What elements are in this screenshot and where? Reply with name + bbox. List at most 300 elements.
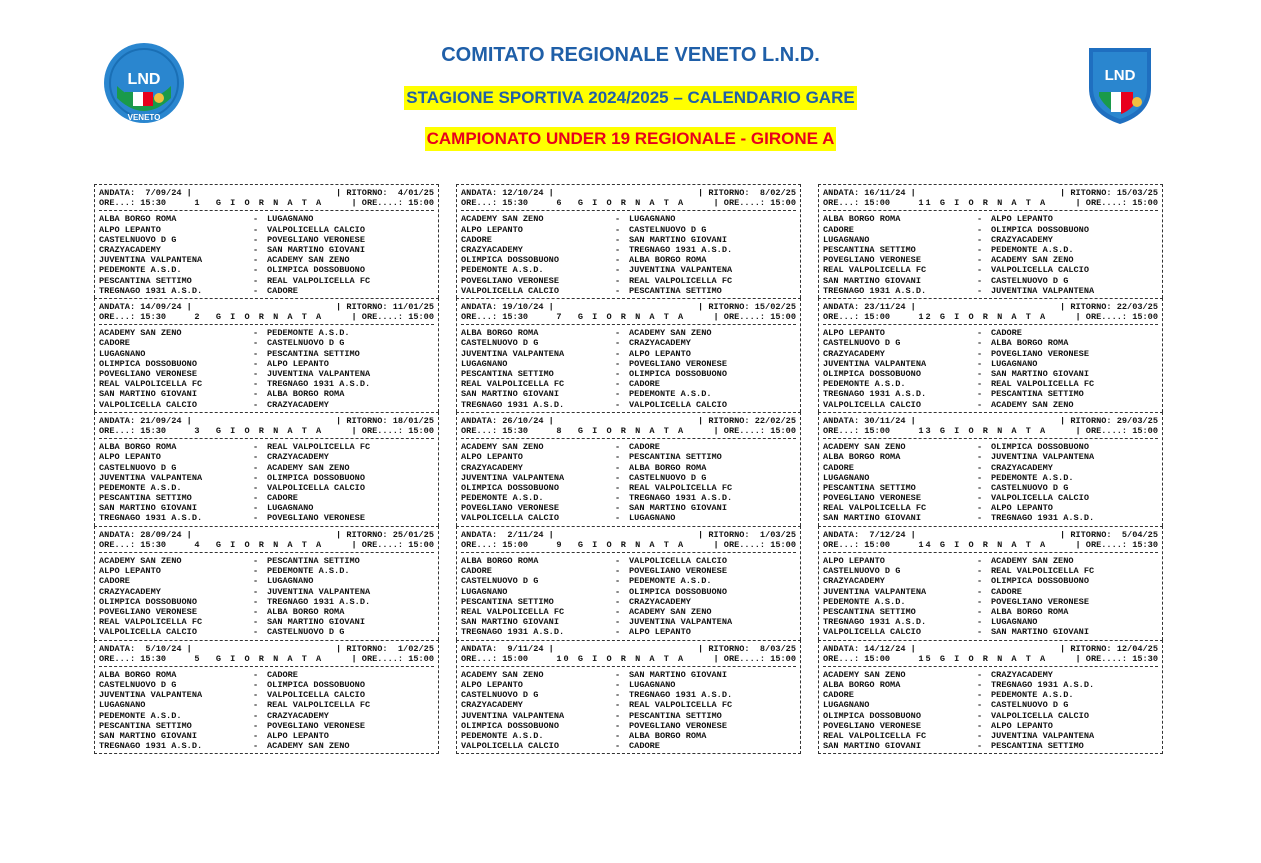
match-row	[99, 690, 434, 700]
matchday-block	[818, 526, 1163, 640]
match-row	[823, 503, 1158, 513]
match-row	[461, 493, 796, 503]
home-team: POVEGLIANO VERONESE	[461, 503, 559, 514]
match-row	[823, 711, 1158, 721]
home-team: ACADEMY SAN ZENO	[461, 669, 544, 680]
matchday-header	[99, 641, 434, 667]
match-row	[461, 328, 796, 338]
matchday-number: 6 G I O R N A T A	[556, 198, 686, 209]
match-list	[823, 553, 1158, 640]
away-team: REAL VALPOLICELLA FC	[629, 700, 733, 711]
match-separator: -	[253, 265, 259, 276]
match-row	[99, 587, 434, 597]
away-team: SAN MARTINO GIOVANI	[267, 244, 365, 255]
andata-date: ANDATA: 30/11/24 |	[823, 415, 916, 426]
match-row	[823, 349, 1158, 359]
match-row	[823, 493, 1158, 503]
match-separator: -	[977, 720, 983, 731]
match-row	[823, 700, 1158, 710]
match-row	[823, 235, 1158, 245]
match-row	[99, 389, 434, 399]
match-separator: -	[615, 328, 621, 339]
matchday-number: 1 G I O R N A T A	[194, 198, 324, 209]
match-separator: -	[615, 285, 621, 296]
home-team: ALBA BORGO ROMA	[99, 669, 177, 680]
away-team: PESCANTINA SETTIMO	[267, 556, 360, 566]
match-separator: -	[253, 627, 259, 638]
match-separator: -	[977, 596, 983, 607]
matchday-block	[456, 412, 801, 526]
match-row	[99, 369, 434, 379]
match-row	[461, 389, 796, 399]
match-separator: -	[615, 669, 621, 680]
away-team: POVEGLIANO VERONESE	[991, 348, 1089, 359]
match-row	[461, 286, 796, 296]
home-team: ALPO LEPANTO	[99, 566, 161, 577]
home-team: TREGNAGO 1931 A.S.D.	[99, 741, 203, 752]
match-row	[823, 328, 1158, 338]
home-team: OLIMPICA DOSSOBUONO	[99, 596, 197, 607]
match-separator: -	[615, 596, 621, 607]
match-list	[99, 211, 434, 298]
match-separator: -	[977, 214, 983, 225]
matchday-number: 8 G I O R N A T A	[556, 425, 686, 436]
away-team: ALBA BORGO ROMA	[991, 338, 1069, 349]
away-team: PESCANTINA SETTIMO	[629, 285, 722, 296]
home-team: SAN MARTINO GIOVANI	[461, 617, 559, 628]
matchday-block	[456, 526, 801, 640]
schedule-column	[94, 184, 439, 754]
match-separator: -	[977, 680, 983, 691]
home-team: REAL VALPOLICELLA FC	[99, 617, 203, 628]
match-row	[461, 690, 796, 700]
ritorno-time: | ORE....: 15:00	[713, 425, 796, 436]
match-separator: -	[615, 690, 621, 701]
match-separator: -	[615, 700, 621, 711]
home-team: TREGNAGO 1931 A.S.D.	[823, 617, 927, 628]
home-team: SAN MARTINO GIOVANI	[99, 731, 197, 741]
match-separator: -	[253, 513, 259, 524]
ritorno-time: | ORE....: 15:00	[351, 653, 434, 664]
away-team: POVEGLIANO VERONESE	[629, 720, 727, 731]
away-team: PEDEMONTE A.S.D.	[991, 244, 1074, 255]
away-team: OLIMPICA DOSSOBUONO	[991, 576, 1089, 587]
match-row	[461, 349, 796, 359]
match-row	[99, 617, 434, 627]
schedule-column	[818, 184, 1163, 754]
away-team: LUGAGNANO	[267, 576, 314, 587]
away-team: CADORE	[991, 328, 1022, 339]
home-team: PEDEMONTE A.S.D.	[99, 265, 182, 276]
home-team: PESCANTINA SETTIMO	[461, 596, 554, 607]
match-row	[461, 503, 796, 513]
match-row	[823, 463, 1158, 473]
andata-time: ORE...: 15:00	[823, 539, 891, 550]
ritorno-date: | RITORNO: 12/04/25	[1060, 643, 1158, 654]
home-team: CRAZYACADEMY	[99, 244, 161, 255]
match-separator: -	[253, 389, 259, 400]
matchday-block	[94, 298, 439, 412]
match-list	[461, 439, 796, 526]
match-separator: -	[977, 234, 983, 245]
home-team: ALPO LEPANTO	[823, 556, 885, 566]
match-row	[99, 225, 434, 235]
andata-date: ANDATA: 23/11/24 |	[823, 301, 916, 312]
home-team: ACADEMY SAN ZENO	[823, 442, 906, 453]
match-row	[461, 711, 796, 721]
match-separator: -	[615, 399, 621, 410]
away-team: ALBA BORGO ROMA	[629, 462, 707, 473]
away-team: OLIMPICA DOSSOBUONO	[629, 369, 727, 379]
andata-time: ORE...: 15:00	[461, 653, 529, 664]
home-team: ALBA BORGO ROMA	[823, 680, 901, 691]
match-row	[461, 265, 796, 275]
match-row	[99, 400, 434, 410]
home-team: PESCANTINA SETTIMO	[461, 369, 554, 379]
match-separator: -	[253, 617, 259, 628]
ritorno-time: | ORE....: 15:00	[1075, 312, 1158, 323]
away-team: TREGNAGO 1931 A.S.D.	[267, 379, 371, 390]
away-team: CASTELNUOVO D G	[629, 224, 707, 235]
matchday-header	[461, 527, 796, 553]
away-team: ACADEMY SAN ZENO	[629, 328, 712, 339]
match-separator: -	[977, 348, 983, 359]
match-row	[461, 400, 796, 410]
home-team: LUGAGNANO	[461, 586, 508, 597]
andata-date: ANDATA: 9/11/24 |	[461, 643, 554, 654]
match-row	[823, 721, 1158, 731]
match-separator: -	[977, 669, 983, 680]
andata-date: ANDATA: 26/10/24 |	[461, 415, 554, 426]
matchday-block	[94, 526, 439, 640]
away-team: CRAZYACADEMY	[629, 338, 691, 349]
match-row	[823, 607, 1158, 617]
home-team: ALPO LEPANTO	[99, 452, 161, 463]
away-team: OLIMPICA DOSSOBUONO	[629, 586, 727, 597]
match-separator: -	[977, 379, 983, 390]
andata-date: ANDATA: 12/10/24 |	[461, 188, 554, 198]
andata-date: ANDATA: 2/11/24 |	[461, 529, 554, 540]
match-row	[99, 493, 434, 503]
away-team: ALBA BORGO ROMA	[629, 731, 707, 741]
away-team: CASTELNUOVO D G	[267, 627, 345, 638]
away-team: ALBA BORGO ROMA	[629, 255, 707, 266]
match-row	[823, 255, 1158, 265]
match-row	[823, 627, 1158, 637]
home-team: ALPO LEPANTO	[99, 224, 161, 235]
match-row	[461, 225, 796, 235]
away-team: VALPOLICELLA CALCIO	[267, 482, 365, 493]
match-separator: -	[253, 285, 259, 296]
match-row	[823, 690, 1158, 700]
away-team: CASTELNUOVO D G	[991, 275, 1069, 286]
away-team: ACADEMY SAN ZENO	[267, 255, 350, 266]
away-team: LUGAGNANO	[991, 617, 1038, 628]
match-row	[99, 627, 434, 637]
match-row	[461, 338, 796, 348]
home-team: CASTELNUOVO D G	[99, 234, 177, 245]
ritorno-date: | RITORNO: 22/02/25	[698, 415, 796, 426]
match-row	[99, 255, 434, 265]
match-row	[461, 627, 796, 637]
away-team: SAN MARTINO GIOVANI	[629, 669, 727, 680]
ritorno-time: | ORE....: 15:00	[351, 312, 434, 323]
match-list	[823, 439, 1158, 526]
away-team: PEDEMONTE A.S.D.	[629, 389, 712, 400]
home-team: SAN MARTINO GIOVANI	[823, 275, 921, 286]
match-separator: -	[977, 700, 983, 711]
match-separator: -	[615, 576, 621, 587]
home-team: PESCANTINA SETTIMO	[823, 606, 916, 617]
away-team: TREGNAGO 1931 A.S.D.	[629, 690, 733, 701]
home-team: ALBA BORGO ROMA	[99, 214, 177, 225]
match-row	[99, 721, 434, 731]
match-row	[461, 741, 796, 751]
home-team: VALPOLICELLA CALCIO	[99, 627, 197, 638]
home-team: ACADEMY SAN ZENO	[823, 669, 906, 680]
home-team: CRAZYACADEMY	[461, 244, 523, 255]
away-team: ALBA BORGO ROMA	[267, 389, 345, 400]
home-team: PESCANTINA SETTIMO	[99, 493, 192, 504]
matchday-number: 5 G I O R N A T A	[194, 653, 324, 664]
away-team: SAN MARTINO GIOVANI	[267, 617, 365, 628]
home-team: LUGAGNANO	[99, 700, 146, 711]
match-row	[99, 556, 434, 566]
match-separator: -	[615, 348, 621, 359]
home-team: ALBA BORGO ROMA	[461, 328, 539, 339]
home-team: ACADEMY SAN ZENO	[461, 442, 544, 453]
away-team: LUGAGNANO	[267, 214, 314, 225]
matchday-number: 14 G I O R N A T A	[918, 539, 1048, 550]
match-separator: -	[253, 452, 259, 463]
match-separator: -	[253, 680, 259, 691]
schedule-column	[456, 184, 801, 754]
away-team: POVEGLIANO VERONESE	[629, 566, 727, 577]
ritorno-time: | ORE....: 15:30	[1075, 539, 1158, 550]
match-row	[99, 473, 434, 483]
match-row	[823, 452, 1158, 462]
match-separator: -	[253, 234, 259, 245]
away-team: CASTELNUOVO D G	[991, 700, 1069, 711]
away-team: ALPO LEPANTO	[991, 214, 1053, 225]
match-separator: -	[977, 741, 983, 752]
home-team: PEDEMONTE A.S.D.	[461, 493, 544, 504]
home-team: JUVENTINA VALPANTENA	[823, 586, 927, 597]
match-row	[823, 483, 1158, 493]
away-team: ALPO LEPANTO	[629, 348, 691, 359]
match-row	[823, 566, 1158, 576]
away-team: VALPOLICELLA CALCIO	[991, 493, 1089, 504]
match-separator: -	[615, 338, 621, 349]
away-team: PEDEMONTE A.S.D.	[991, 690, 1074, 701]
ritorno-date: | RITORNO: 4/01/25	[336, 188, 434, 198]
home-team: REAL VALPOLICELLA FC	[99, 379, 203, 390]
match-row	[823, 442, 1158, 452]
match-separator: -	[977, 576, 983, 587]
match-separator: -	[615, 586, 621, 597]
home-team: JUVENTINA VALPANTENA	[461, 710, 565, 721]
home-team: POVEGLIANO VERONESE	[823, 493, 921, 504]
match-separator: -	[615, 234, 621, 245]
home-team: CRAZYACADEMY	[461, 462, 523, 473]
match-row	[461, 597, 796, 607]
home-team: POVEGLIANO VERONESE	[99, 369, 197, 379]
home-team: PEDEMONTE A.S.D.	[99, 482, 182, 493]
season-title: STAGIONE SPORTIVA 2024/2025 – CALENDARIO GARE	[404, 86, 856, 110]
ritorno-time: | ORE....: 15:00	[351, 539, 434, 550]
match-row	[99, 338, 434, 348]
away-team: OLIMPICA DOSSOBUONO	[991, 442, 1089, 453]
match-row	[461, 670, 796, 680]
match-separator: -	[615, 731, 621, 741]
match-separator: -	[977, 482, 983, 493]
match-separator: -	[253, 379, 259, 390]
match-row	[461, 566, 796, 576]
home-team: PESCANTINA SETTIMO	[823, 482, 916, 493]
match-row	[99, 711, 434, 721]
match-separator: -	[253, 348, 259, 359]
match-separator: -	[253, 358, 259, 369]
match-row	[461, 513, 796, 523]
match-row	[99, 670, 434, 680]
ritorno-time: | ORE....: 15:00	[713, 653, 796, 664]
home-team: TREGNAGO 1931 A.S.D.	[99, 285, 203, 296]
away-team: ALPO LEPANTO	[991, 503, 1053, 514]
home-team: OLIMPICA DOSSOBUONO	[823, 369, 921, 379]
matchday-header	[461, 299, 796, 325]
match-separator: -	[253, 503, 259, 514]
matchday-header	[461, 641, 796, 667]
ritorno-date: | RITORNO: 1/02/25	[336, 643, 434, 654]
match-separator: -	[977, 358, 983, 369]
ritorno-date: | RITORNO: 8/02/25	[698, 188, 796, 198]
match-separator: -	[977, 493, 983, 504]
match-row	[823, 276, 1158, 286]
matchday-number: 4 G I O R N A T A	[194, 539, 324, 550]
match-row	[823, 359, 1158, 369]
matchday-number: 15 G I O R N A T A	[918, 653, 1048, 664]
match-row	[823, 245, 1158, 255]
match-row	[461, 721, 796, 731]
match-row	[461, 245, 796, 255]
home-team: POVEGLIANO VERONESE	[823, 255, 921, 266]
match-separator: -	[615, 472, 621, 483]
matchday-number: 12 G I O R N A T A	[918, 312, 1048, 323]
away-team: CASTELNUOVO D G	[267, 338, 345, 349]
home-team: LUGAGNANO	[823, 700, 870, 711]
matchday-block	[456, 640, 801, 755]
match-row	[461, 276, 796, 286]
away-team: ACADEMY SAN ZENO	[991, 399, 1074, 410]
match-row	[99, 442, 434, 452]
andata-date: ANDATA: 5/10/24 |	[99, 643, 192, 654]
match-separator: -	[977, 285, 983, 296]
match-separator: -	[977, 606, 983, 617]
away-team: PEDEMONTE A.S.D.	[267, 328, 350, 339]
away-team: CRAZYACADEMY	[267, 710, 329, 721]
ritorno-time: | ORE....: 15:00	[1075, 425, 1158, 436]
home-team: REAL VALPOLICELLA FC	[823, 265, 927, 276]
home-team: CRAZYACADEMY	[823, 576, 885, 587]
match-separator: -	[977, 328, 983, 339]
match-separator: -	[253, 700, 259, 711]
ritorno-time: | ORE....: 15:00	[713, 312, 796, 323]
match-row	[823, 400, 1158, 410]
match-separator: -	[253, 214, 259, 225]
match-row	[461, 379, 796, 389]
home-team: TREGNAGO 1931 A.S.D.	[461, 627, 565, 638]
home-team: CASTELNUOVO D G	[461, 690, 539, 701]
match-separator: -	[253, 493, 259, 504]
andata-time: ORE...: 15:30	[99, 425, 167, 436]
match-row	[461, 255, 796, 265]
match-separator: -	[977, 566, 983, 577]
away-team: JUVENTINA VALPANTENA	[991, 731, 1095, 741]
match-row	[461, 452, 796, 462]
match-separator: -	[615, 617, 621, 628]
matchday-number: 9 G I O R N A T A	[556, 539, 686, 550]
match-separator: -	[615, 265, 621, 276]
matchday-header	[99, 185, 434, 211]
ritorno-date: | RITORNO: 11/01/25	[336, 301, 434, 312]
match-row	[99, 680, 434, 690]
andata-date: ANDATA: 28/09/24 |	[99, 529, 192, 540]
away-team: ALBA BORGO ROMA	[991, 606, 1069, 617]
match-separator: -	[977, 472, 983, 483]
home-team: SAN MARTINO GIOVANI	[99, 389, 197, 400]
home-team: OLIMPICA DOSSOBUONO	[99, 358, 197, 369]
matchday-number: 11 G I O R N A T A	[918, 198, 1048, 209]
home-team: CADORE	[823, 690, 854, 701]
away-team: ALPO LEPANTO	[629, 627, 691, 638]
logo-right-text: LND	[1104, 67, 1136, 84]
home-team: CASTELNUOVO D G	[461, 576, 539, 587]
home-team: TREGNAGO 1931 A.S.D.	[823, 285, 927, 296]
match-separator: -	[977, 224, 983, 235]
away-team: PESCANTINA SETTIMO	[991, 389, 1084, 400]
ritorno-date: | RITORNO: 1/03/25	[698, 529, 796, 540]
match-separator: -	[977, 275, 983, 286]
match-row	[99, 235, 434, 245]
match-separator: -	[253, 731, 259, 741]
home-team: ALPO LEPANTO	[461, 224, 523, 235]
home-team: CRAZYACADEMY	[823, 348, 885, 359]
match-list	[823, 667, 1158, 754]
match-row	[99, 700, 434, 710]
home-team: CADORE	[823, 224, 854, 235]
match-list	[99, 667, 434, 754]
home-team: ACADEMY SAN ZENO	[99, 328, 182, 339]
match-row	[823, 576, 1158, 586]
home-team: LUGAGNANO	[461, 358, 508, 369]
match-row	[823, 513, 1158, 523]
matchday-block	[818, 412, 1163, 526]
home-team: PESCANTINA SETTIMO	[99, 275, 192, 286]
home-team: REAL VALPOLICELLA FC	[461, 606, 565, 617]
away-team: CRAZYACADEMY	[267, 452, 329, 463]
home-team: SAN MARTINO GIOVANI	[461, 389, 559, 400]
match-list	[461, 667, 796, 754]
logo-left-sub: VENETO	[127, 113, 161, 122]
match-row	[99, 379, 434, 389]
away-team: ACADEMY SAN ZENO	[991, 255, 1074, 266]
match-separator: -	[615, 214, 621, 225]
away-team: JUVENTINA VALPANTENA	[991, 285, 1095, 296]
match-list	[99, 325, 434, 412]
home-team: JUVENTINA VALPANTENA	[99, 690, 203, 701]
matchday-header	[99, 413, 434, 439]
home-team: ALPO LEPANTO	[461, 452, 523, 463]
